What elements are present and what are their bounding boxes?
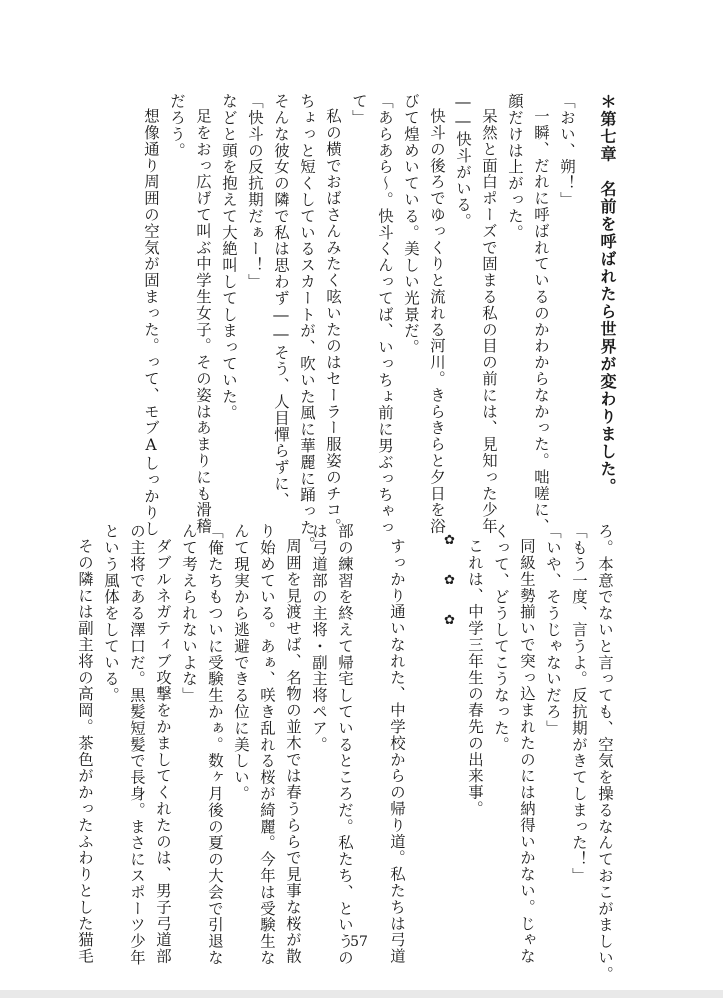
text-line: の主将である澤口だ。黒髪短髪で長身。まさにスポーツ少年 xyxy=(128,523,146,966)
text-line: などと頭を抱えて大絶叫してしまっていた。 xyxy=(220,93,238,421)
text-line: ダブルネガティブ攻撃をかましてくれたのは、男子弓道部 xyxy=(154,538,172,965)
page-number: 57 xyxy=(350,934,368,950)
text-line: 快斗の後ろでゆっくりと流れる河川。きらきらと夕日を浴 xyxy=(428,108,446,535)
text-line: ちょっと短くしているスカートが、吹いた風に華麗に踊った。 xyxy=(298,93,316,553)
text-line: 同級生勢揃いで突っ込まれたのには納得いかない。じゃな xyxy=(518,538,536,965)
scene-break-flowers: ✿ ✿ ✿ xyxy=(442,533,457,634)
text-line: 「いや、そうじゃないだろ」 xyxy=(544,523,562,737)
text-line: 「おい、朔！」 xyxy=(558,93,576,208)
text-line: そんな彼女の隣で私は思わず――そう、人目憚らずに、 xyxy=(272,93,290,509)
page-bottom-edge xyxy=(0,990,723,998)
chapter-heading: ＊第七章 名前を呼ばれたら世界が変わりました。 xyxy=(598,93,617,496)
text-line: すっかり通いなれた、中学校からの帰り道。私たちは弓道 xyxy=(388,538,406,965)
text-line: その隣には副主将の高岡。茶色がかったふわりとした猫毛 xyxy=(76,538,94,965)
text-line: これは、中学三年生の春先の出来事。 xyxy=(466,538,484,818)
text-line: んて考えられないよな」 xyxy=(180,523,198,704)
text-line: て」 xyxy=(350,93,368,126)
text-line: 顔だけは上がった。 xyxy=(506,93,524,241)
text-line: 一瞬、だれに呼ばれているのかわからなかった。咄嗟に、 xyxy=(532,108,550,535)
text-line: んて現実から逃避できる位に美しい。 xyxy=(232,523,250,802)
text-line: 部の練習を終えて帰宅しているところだ。私たち、というの xyxy=(336,523,354,966)
upper-text-block xyxy=(75,93,620,553)
text-line: くって、どうしてこうなった。 xyxy=(492,523,510,753)
text-line: 周囲を見渡せば、名物の並木では春うららで見事な桜が散 xyxy=(284,538,302,965)
text-line: 私の横でおばさんみたく呟いたのはセーラー服姿のチコ。 xyxy=(324,108,342,535)
text-line: は弓道部の主将・副主将ペア。 xyxy=(310,523,328,753)
text-line: びて煌めいている。美しい光景だ。 xyxy=(402,93,420,356)
text-line: り始めている。あぁ、咲き乱れる桜が綺麗。今年は受験生な xyxy=(258,523,276,966)
text-line: 想像通り周囲の空気が固まった。って、モブAしっかりし xyxy=(142,108,160,538)
text-line: 呆然と面白ポーズで固まる私の目の前には、見知った少年 xyxy=(480,108,498,535)
text-line: 「もう一度、言うよ。反抗期がきてしまった！」 xyxy=(570,523,588,884)
text-line: 「快斗の反抗期だぁー！」 xyxy=(246,93,264,290)
text-line: ろ。本意でないと言っても、空気を操るなんておこがましい。 xyxy=(596,523,614,983)
text-line: ――快斗がいる。 xyxy=(454,93,472,230)
text-line: 「俺たちもついに受験生かぁ。数ヶ月後の夏の大会で引退な xyxy=(206,523,224,966)
text-line: 足をおっ広げて叫ぶ中学生女子。その姿はあまりにも滑稽 xyxy=(194,108,212,535)
text-line: という風体をしている。 xyxy=(102,523,120,704)
text-line: 「あらあら〜。快斗くんってば、いっちょ前に男ぶっちゃっ xyxy=(376,93,394,536)
text-line: だろう。 xyxy=(168,93,186,159)
